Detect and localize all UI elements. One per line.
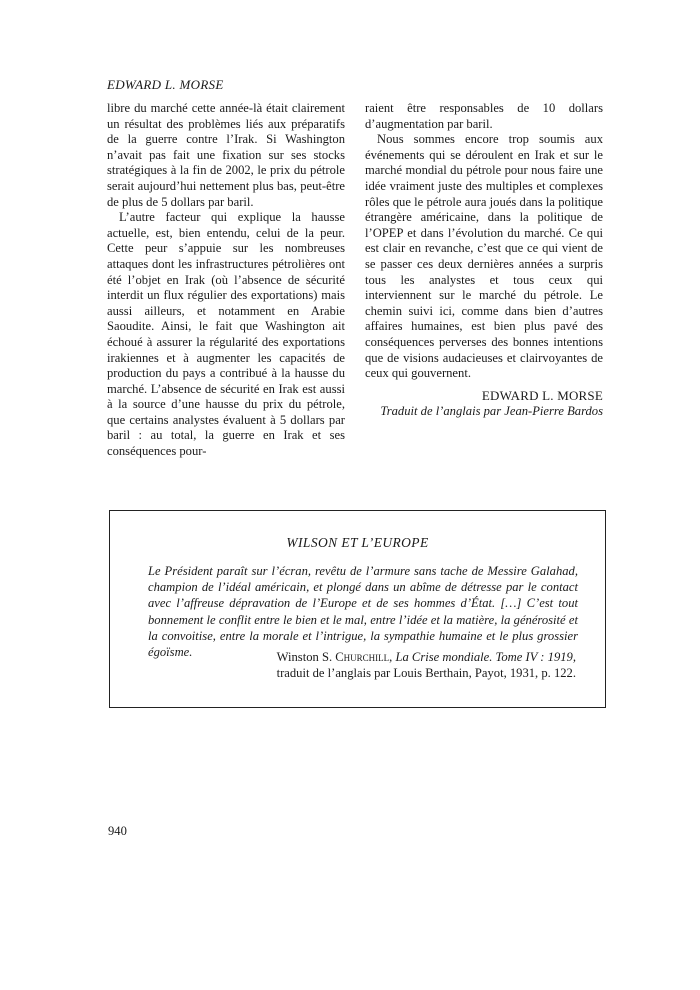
translator-credit: Traduit de l’anglais par Jean-Pierre Bardos (380, 404, 603, 419)
right-paragraph-2: Nous sommes encore trop soumis aux événements qui se déroulent en Irak et sur le marché mondial du pétrole pour nous faire une idée vraiment juste des multiples et complexes rôles que le pétrole aura joués dans la politique étrangère américaine, dans la politique de l’OPEP et dans l’évolution du marché. Ce qui est clair en revanche, c’est que ce qui vient de se passer ces deux dernières années a surpris tous les analystes et tous ceux qui interviennent sur le marché du pétrole. Le chemin suivi ici, comme dans bien d’autres affaires humaines, est bien plus pavé des conséquences perverses des bonnes intentions que de visions audacieuses et clairvoyantes de ceux qui gouvernent. (365, 132, 603, 381)
source-work: La Crise mondiale. Tome IV : 1919, (395, 650, 576, 664)
page-number: 940 (108, 824, 127, 838)
left-paragraph-2: L’autre facteur qui explique la hausse actuelle, est, bien entendu, celui de la peur. Cette peur s’appuie sur les nombreuses attaques dont les infrastructures pétrolières ont été l’objet en Irak (où l’absence de sécurité interdit un flux régulier des exportations) mais aussi ailleurs, et notamment en Arabie Saoudite. Ainsi, le fait que Washington ait échoué à assurer la régularité des exportations irakiennes et à augmenter les capacités de production du pays a contribué à la hausse du marché. L’absence de sécurité en Irak est aussi à la source d’une hausse du prix du pétrole, que certains analystes évaluent à 5 dollars par baril : au total, la guerre en Irak et ses conséquences pour- (107, 210, 345, 459)
right-column (365, 101, 603, 420)
box-title: WILSON ET L’EUROPE (286, 535, 429, 550)
box-quote: Le Président paraît sur l’écran, revêtu de l’armure sans tache de Messire Galahad, champion de l’idéal américain, et plongé dans un abîme de détresse par le contact avec l’affreuse dépravation de l’Europe et de ses hommes d’État. […] C’est tout bonnement le conflit entre le bien et le mal, entre l’idée et la matière, la générosité et la convoitise, entre la morale et l’intrigue, la sympathie humaine et le plus grossier égoïsme. (148, 564, 578, 660)
right-paragraph-1: raient être responsables de 10 dollars d’augmentation par baril. (365, 101, 603, 131)
running-head: EDWARD L. MORSE (107, 77, 224, 92)
box-source: Winston S. Churchill, La Crise mondiale. Tome IV : 1919, traduit de l’anglais par Louis Berthain, Payot, 1931, p. 122. (276, 650, 576, 680)
source-author-first: Winston S. (276, 650, 333, 664)
source-author-last: Churchill (335, 650, 390, 664)
author-signature: EDWARD L. MORSE (481, 387, 603, 403)
left-paragraph-1: libre du marché cette année-là était clairement un résultat des problèmes liés aux préparatifs de la guerre contre l’Irak. Si Washington n’avait pas fait une fixation sur ses stocks stratégiques à la fin de 2002, le prix du pétrole serait aujourd’hui nettement plus bas, peut-être de plus de 5 dollars par baril. (107, 101, 345, 209)
quotation-box (109, 510, 606, 708)
left-column (107, 101, 345, 460)
source-rest: traduit de l’anglais par Louis Berthain, Payot, 1931, p. 122. (276, 666, 576, 680)
